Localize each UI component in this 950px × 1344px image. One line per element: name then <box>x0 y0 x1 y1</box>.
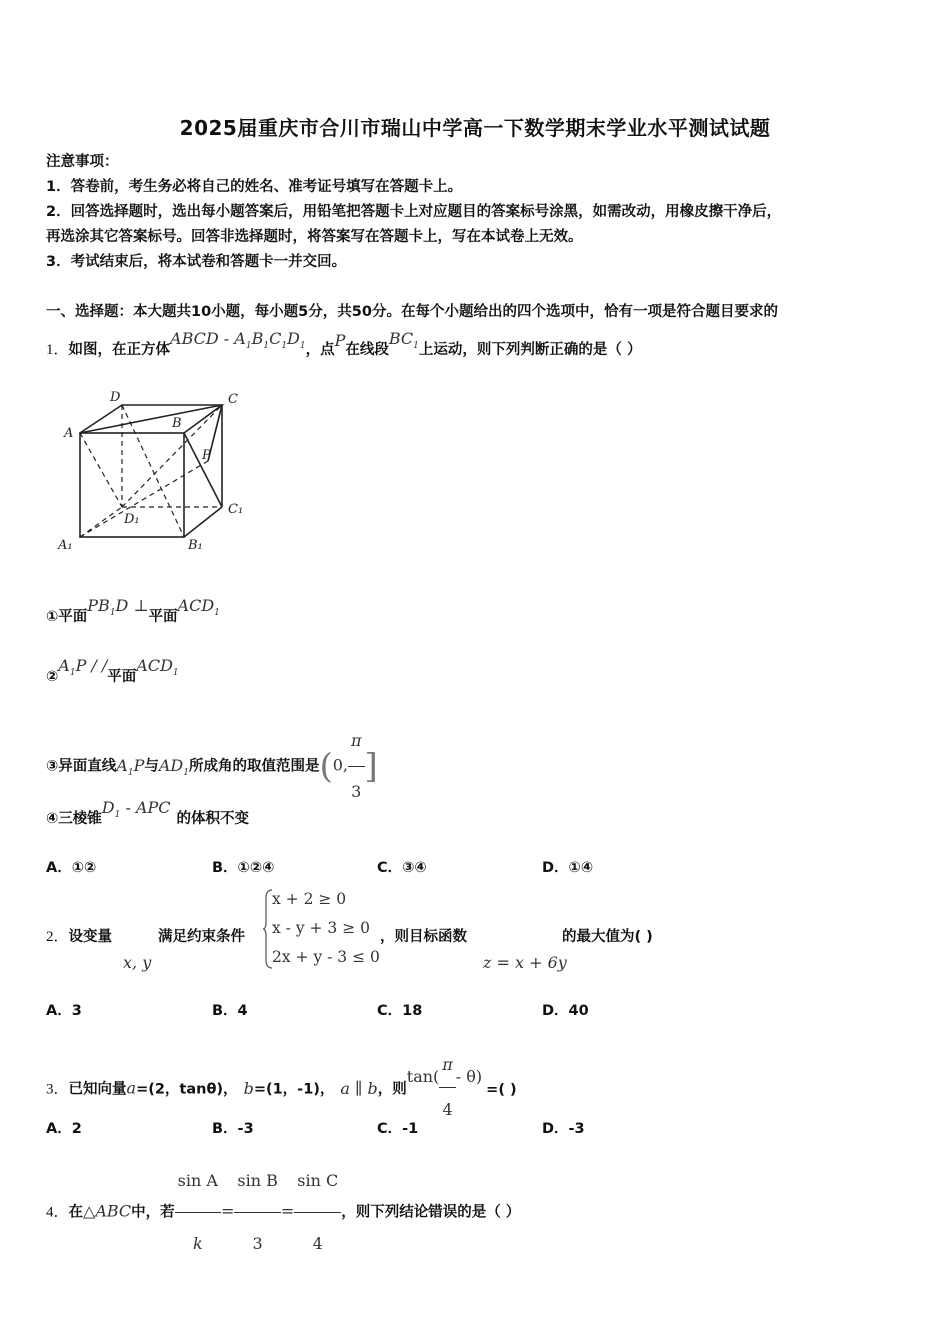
label-b1: B₁ <box>188 538 203 553</box>
q1-option-c[interactable]: C．③④ <box>377 860 427 876</box>
fraction-sinA-k: $\frac{\text{sin A}}{k}$ <box>175 1150 221 1275</box>
q1-option-a[interactable]: A．①② <box>46 860 97 876</box>
notice-item-2: 2．回答选择题时，选出每小题答案后，用铅笔把答题卡上对应题目的答案标号涂黑，如需改动，用橡皮擦干净后， <box>46 204 782 220</box>
pi-over-4: $\frac{\pi}{4}$ <box>439 1043 456 1132</box>
segment-bc1: $BC_1$ <box>388 329 419 352</box>
statement-4: ④三棱锥$D_1$ - APC的体积不变 <box>46 798 249 827</box>
label-d1: D₁ <box>124 512 140 527</box>
fraction-sinB-3: $\frac{\text{sin B}}{3}$ <box>234 1150 280 1275</box>
question-3-stem: 3．已知向量a=(2，tanθ)， b=(1，-1)， a ∥ b，则tan( $\frac{\pi}{4}$ - θ)=( ) <box>46 1045 517 1134</box>
question-number: 1． <box>46 342 69 358</box>
notice-item-2-cont: 再选涂其它答案标号。回答非选择题时，将答案写在答题卡上，写在本试卷上无效。 <box>46 229 583 245</box>
notice-heading: 注意事项： <box>46 154 119 170</box>
fraction-sinC-4: $\frac{\text{sin C}}{4}$ <box>294 1150 341 1275</box>
q3-option-c[interactable]: C．-1 <box>377 1121 419 1137</box>
label-p: P <box>202 448 211 463</box>
question-4-stem: 4．在△ABC中，若 $\frac{\text{sin A}}{k}$ = $\frac{\text{sin B}}{3}$ = $\frac{\text{sin C}}{4}$ ，则下列结论错误的是（ ） <box>46 1150 520 1275</box>
q2-option-c[interactable]: C．18 <box>377 1003 423 1019</box>
question-2-stem: 2．设变量 <box>46 929 113 945</box>
constraint-1: x + 2 ≥ 0 <box>272 890 347 908</box>
q3-option-a[interactable]: A．2 <box>46 1121 82 1137</box>
label-a1: A₁ <box>58 538 73 553</box>
constraint-3: 2x + y - 3 ≤ 0 <box>272 948 380 966</box>
statement-3: ③异面直线$A_1P$与$AD_1$所成角的取值范围是(0, $\frac{\pi}{3}$ ] <box>46 716 378 817</box>
label-c: C <box>228 392 238 407</box>
constraint-2: x - y + 3 ≥ 0 <box>272 919 370 937</box>
statement-2: $②A_1P$ / /平面$ACD_1$ <box>46 656 179 685</box>
q2-option-d[interactable]: D．40 <box>542 1003 589 1019</box>
label-d: D <box>110 390 121 405</box>
q2-option-b[interactable]: B．4 <box>212 1003 248 1019</box>
label-a: A <box>64 426 74 441</box>
q3-option-d[interactable]: D．-3 <box>542 1121 585 1137</box>
notice-item-1: 1．答卷前，考生务必将自己的姓名、准考证号填写在答题卡上。 <box>46 179 463 195</box>
label-c1: C₁ <box>228 502 244 517</box>
q1-option-b[interactable]: B．①②④ <box>212 860 275 876</box>
q2-option-a[interactable]: A．3 <box>46 1003 82 1019</box>
pi-over-3: $\frac{\pi}{3}$ <box>348 716 365 817</box>
cube-figure <box>44 385 254 555</box>
notice-item-3: 3．考试结束后，将本试卷和答题卡一并交回。 <box>46 254 347 270</box>
section-heading: 一、选择题：本大题共10小题，每小题5分，共50分。在每个小题给出的四个选项中，恰有一项是符合题目要求的 <box>46 304 778 320</box>
page-title: 2025届重庆市合川市瑞山中学高一下数学期末学业水平测试试题 <box>179 116 771 140</box>
q2-vars: x, y <box>123 953 152 972</box>
q3-option-b[interactable]: B．-3 <box>212 1121 254 1137</box>
q1-option-d[interactable]: D．①④ <box>542 860 594 876</box>
label-b: B <box>172 416 182 431</box>
triangle-abc: △ABC <box>83 1201 132 1221</box>
statement-1: ①平面$PB_1D$ ⊥平面$ACD_1$ <box>46 596 220 625</box>
cube-name: ABCD - $A_1B_1C_1D_1$ <box>170 329 306 352</box>
objective-function: z = x + 6y <box>483 953 567 972</box>
question-1-stem: 1．如图，在正方体ABCD - $A_1B_1C_1D_1$，点P在线段$BC_1$上运动，则下列判断正确的是（ ） <box>46 329 642 358</box>
